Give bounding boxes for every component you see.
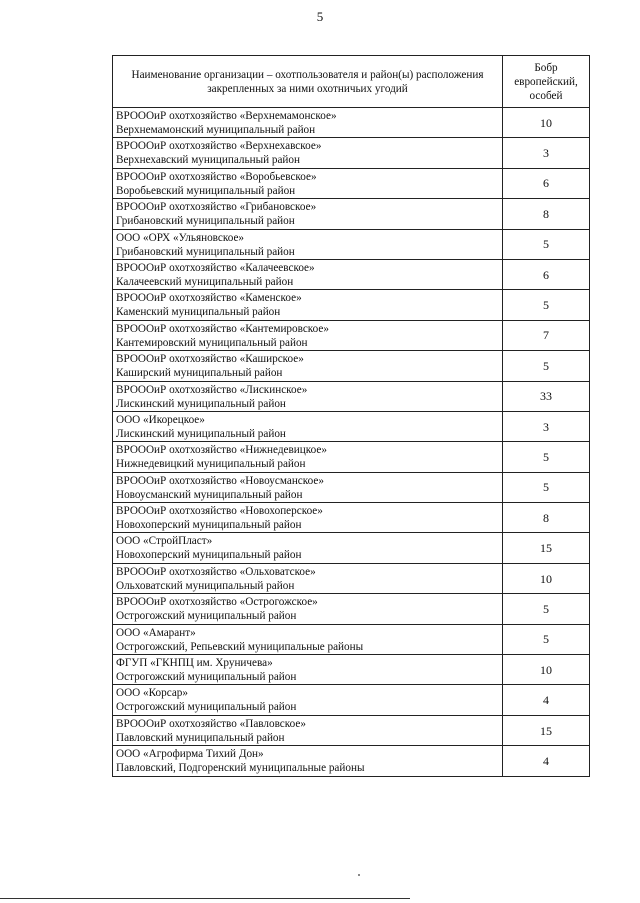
district-name: Кантемировский муниципальный район [116,336,308,349]
organization-cell [113,138,503,168]
page-number: 5 [316,9,324,24]
organization-cell [113,259,503,289]
organization-name: ВРОООиР охотхозяйство «Грибановское» [116,201,317,214]
organization-cell [113,290,503,320]
table-row [113,503,590,533]
table-row [113,563,590,593]
organization-cell [113,168,503,198]
table-row [113,624,590,654]
district-name: Острогожский муниципальный район [116,671,297,684]
beaver-count: 5 [503,351,590,381]
beaver-count: 15 [503,715,590,745]
beaver-count: 6 [503,259,590,289]
table-row [113,199,590,229]
beaver-count: 5 [503,594,590,624]
table-row [113,746,590,776]
beaver-count: 5 [503,442,590,472]
organization-cell [113,229,503,259]
district-name: Новохоперский муниципальный район [116,519,302,532]
beaver-count: 33 [503,381,590,411]
organization-name: ВРОООиР охотхозяйство «Острогожское» [116,596,318,609]
organization-name: ВРОООиР охотхозяйство «Нижнедевицкое» [116,444,327,457]
organization-cell [113,655,503,685]
district-name: Грибановский муниципальный район [116,215,295,228]
beaver-count: 8 [503,199,590,229]
beaver-count: 5 [503,472,590,502]
beaver-count: 6 [503,168,590,198]
district-name: Острогожский муниципальный район [116,610,297,623]
organization-cell [113,594,503,624]
table-row [113,320,590,350]
organization-name: ВРОООиР охотхозяйство «Ольховатское» [116,565,316,578]
district-name: Лискинский муниципальный район [116,427,286,440]
header-organization-district: Наименование организации – охотпользователя и район(ы) расположения закрепленных за ними охотничьих угодий [113,56,503,108]
table-row [113,229,590,259]
organization-name: ВРОООиР охотхозяйство «Верхнехавское» [116,140,322,153]
district-name: Ольховатский муниципальный район [116,579,295,592]
organization-name: ВРОООиР охотхозяйство «Верхнемамонское» [116,110,337,122]
district-name: Лискинский муниципальный район [116,397,286,410]
beaver-count: 4 [503,685,590,715]
header-beaver-count: Бобр европейский, особей [503,56,590,108]
organization-name: ООО «ОРХ «Ульяновское» [116,231,245,244]
organization-name: ООО «Икорецкое» [116,413,205,426]
beaver-count: 4 [503,746,590,776]
organization-cell [113,563,503,593]
beaver-count: 5 [503,290,590,320]
organization-name: ООО «Амарант» [116,626,196,639]
organization-name: ВРОООиР охотхозяйство «Павловское» [116,717,306,730]
organization-cell [113,624,503,654]
table-row [113,715,590,745]
table-row [113,168,590,198]
organization-name: ФГУП «ГКНПЦ им. Хруничева» [116,657,273,670]
table-row [113,472,590,502]
table-body [113,108,590,777]
beaver-count: 5 [503,229,590,259]
beaver-count: 10 [503,108,590,138]
table-header-row [113,56,590,108]
beaver-count: 5 [503,624,590,654]
organization-name: ВРОООиР охотхозяйство «Воробьевское» [116,170,317,183]
district-name: Новохоперский муниципальный район [116,549,302,562]
beaver-count: 8 [503,503,590,533]
organization-cell [113,351,503,381]
organization-name: ООО «СтройПласт» [116,535,213,548]
organization-cell [113,715,503,745]
organization-cell [113,411,503,441]
footer-rule [0,898,410,899]
district-name: Воробьевский муниципальный район [116,184,296,197]
table-row [113,594,590,624]
organization-cell [113,108,503,138]
district-name: Каменский муниципальный район [116,306,281,319]
scan-speck [358,874,360,876]
organization-cell [113,746,503,776]
beaver-count: 15 [503,533,590,563]
organization-name: ВРОООиР охотхозяйство «Лискинское» [116,383,308,396]
district-name: Верхнемамонский муниципальный район [116,124,316,136]
district-name: Калачеевский муниципальный район [116,275,294,288]
beaver-count: 7 [503,320,590,350]
organization-cell [113,472,503,502]
beaver-quota-table [112,55,590,777]
district-name: Верхнехавский муниципальный район [116,154,300,167]
table-row [113,290,590,320]
organization-cell [113,533,503,563]
table-row [113,533,590,563]
organization-name: ВРОООиР охотхозяйство «Новохоперское» [116,505,323,518]
organization-cell [113,381,503,411]
district-name: Нижнедевицкий муниципальный район [116,458,306,471]
district-name: Новоусманский муниципальный район [116,488,303,501]
beaver-count: 3 [503,138,590,168]
table-row [113,138,590,168]
organization-name: ВРОООиР охотхозяйство «Калачеевское» [116,261,315,274]
organization-name: ВРОООиР охотхозяйство «Каменское» [116,292,302,305]
beaver-count: 10 [503,563,590,593]
district-name: Каширский муниципальный район [116,367,283,380]
district-name: Острогожский, Репьевский муниципальные районы [116,640,364,653]
table-row [113,655,590,685]
organization-name: ВРОООиР охотхозяйство «Новоусманское» [116,474,324,487]
organization-name: ООО «Корсар» [116,687,188,700]
organization-cell [113,320,503,350]
beaver-count: 10 [503,655,590,685]
table-row [113,381,590,411]
organization-name: ВРОООиР охотхозяйство «Каширское» [116,353,304,366]
district-name: Павловский, Подгоренский муниципальные районы [116,762,365,775]
organization-cell [113,199,503,229]
organization-name: ВРОООиР охотхозяйство «Кантемировское» [116,322,329,335]
table-row [113,108,590,138]
table-row [113,351,590,381]
district-name: Острогожский муниципальный район [116,701,297,714]
table-row [113,442,590,472]
table-row [113,259,590,289]
beaver-count: 3 [503,411,590,441]
district-name: Грибановский муниципальный район [116,245,295,258]
organization-cell [113,503,503,533]
organization-name: ООО «Агрофирма Тихий Дон» [116,748,264,761]
organization-cell [113,685,503,715]
district-name: Павловский муниципальный район [116,731,285,744]
table-row [113,411,590,441]
organization-cell [113,442,503,472]
table-row [113,685,590,715]
